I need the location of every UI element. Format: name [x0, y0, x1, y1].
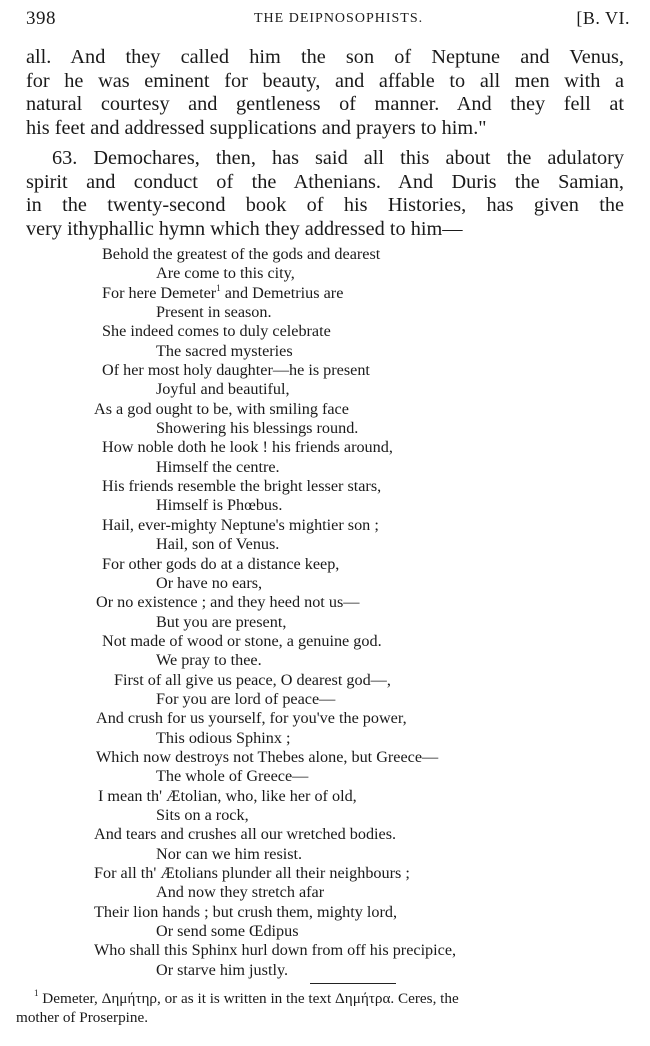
poem-line: Behold the greatest of the gods and dearest	[102, 245, 381, 263]
poem-line: This odious Sphinx ;	[156, 728, 291, 747]
poem-line: The whole of Greece—	[156, 767, 309, 786]
poem-line: Hail, son of Venus.	[156, 535, 280, 554]
poem-line: And now they stretch afar	[156, 883, 325, 902]
poem-line: For you are lord of peace—	[156, 689, 336, 708]
poem-line: Which now destroys not Thebes alone, but Greece—	[96, 747, 439, 766]
footnote-separator	[310, 983, 396, 984]
running-header	[26, 8, 630, 32]
text-line: 63. Demochares, then, has said all this about the adulatory	[52, 147, 624, 169]
text-line: in the twenty-second book of his Histories, has given the	[26, 194, 624, 217]
poem-line: Hail, ever-mighty Neptune's mightier son ;	[102, 515, 379, 534]
paragraph-continuation	[26, 46, 624, 140]
poem-line: Of her most holy daughter—he is present	[102, 361, 370, 380]
poem-line: Are come to this city,	[156, 264, 295, 283]
text-line: very ithyphallic hymn which they addressed to him—	[26, 217, 463, 240]
footnote-text: Demeter, Δημήτηρ, or as it is written in the text Δημήτρα. Ceres, the	[38, 990, 459, 1007]
poem-line: Who shall this Sphinx hurl down from off his precipice,	[94, 941, 457, 960]
poem-line: Joyful and beautiful,	[156, 380, 290, 399]
poem-line-text: For here Demeter	[102, 283, 217, 302]
poem-line: Or no existence ; and they heed not us—	[96, 593, 360, 612]
poem-line: The sacred mysteries	[156, 341, 293, 360]
book-reference: [B. VI.	[576, 8, 630, 28]
footnote	[16, 990, 630, 1027]
footnote-line	[16, 990, 630, 1009]
poem-line: Nor can we him resist.	[156, 844, 303, 863]
poem-line: Not made of wood or stone, a genuine god.	[102, 631, 382, 650]
running-title: THE DEIPNOSOPHISTS.	[254, 11, 424, 26]
poem-line: And crush for us yourself, for you've the power,	[96, 709, 407, 728]
text-line: for he was eminent for beauty, and affable to all men with a	[26, 69, 624, 92]
poem-line	[94, 284, 456, 303]
poem-line: And tears and crushes all our wretched bodies.	[94, 825, 397, 844]
footnote-line: mother of Proserpine.	[16, 1008, 149, 1026]
page-number: 398	[26, 8, 56, 29]
poem-line: His friends resemble the bright lesser stars,	[102, 477, 382, 496]
poem-line: Himself is Phœbus.	[156, 496, 283, 515]
poem-line: Sits on a rock,	[156, 805, 249, 824]
poem-line: But you are present,	[156, 612, 287, 631]
poem-line: Or have no ears,	[156, 573, 263, 592]
poem-line: Or starve him justly.	[156, 960, 289, 979]
poem-line: As a god ought to be, with smiling face	[94, 399, 349, 418]
poem-line: For other gods do at a distance keep,	[102, 554, 340, 573]
footnote-reference: 1	[216, 282, 221, 293]
poem-line: Showering his blessings round.	[156, 419, 359, 438]
ithyphallic-hymn	[94, 245, 456, 980]
text-line: natural courtesy and gentleness of manner. And they fell at	[26, 93, 624, 116]
text-line: all. And they called him the son of Neptune and Venus,	[26, 46, 624, 68]
footnote-marker: 1	[34, 988, 39, 998]
poem-line: Or send some Œdipus	[156, 922, 299, 941]
poem-line-text: and Demetrius are	[220, 283, 344, 302]
text-line: spirit and conduct of the Athenians. And Duris the Samian,	[26, 170, 624, 193]
poem-line: First of all give us peace, O dearest god—,	[114, 670, 391, 689]
poem-line: How noble doth he look ! his friends around,	[102, 438, 393, 457]
text-line: his feet and addressed supplications and prayers to him."	[26, 116, 487, 139]
poem-line: Himself the centre.	[156, 457, 280, 476]
paragraph-63	[26, 147, 624, 241]
poem-line: For all th' Ætolians plunder all their neighbours ;	[94, 864, 410, 882]
poem-line: Their lion hands ; but crush them, mighty lord,	[94, 902, 398, 921]
poem-line: We pray to thee.	[156, 651, 262, 670]
poem-line: She indeed comes to duly celebrate	[102, 322, 331, 341]
poem-line: Present in season.	[156, 303, 272, 322]
poem-line: I mean th' Ætolian, who, like her of old,	[98, 786, 357, 805]
